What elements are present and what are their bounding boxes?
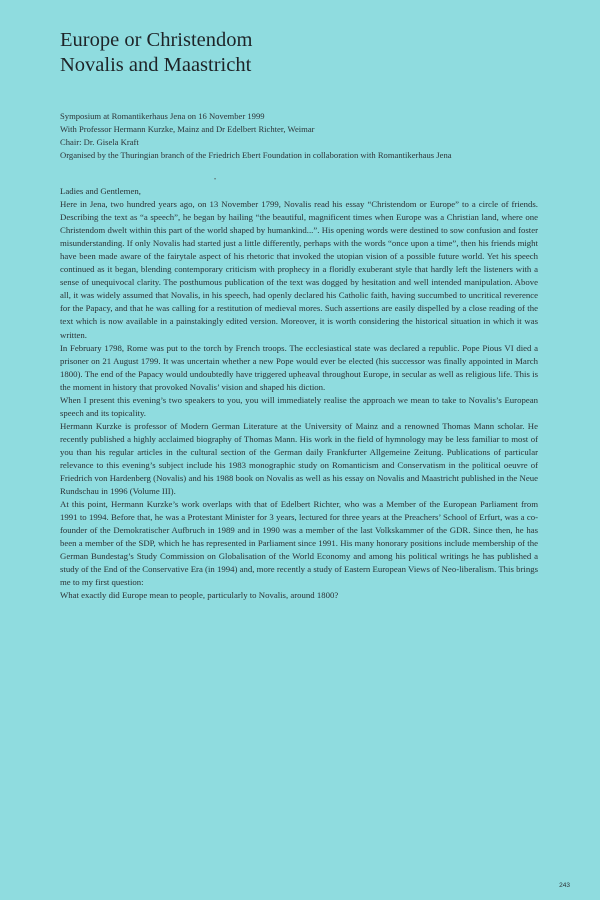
stray-mark: • <box>214 177 217 183</box>
page-title <box>60 28 540 78</box>
title-line-2: Novalis and Maastricht <box>60 54 252 76</box>
event-venue-date: Symposium at Romantikerhaus Jena on 16 November 1999 <box>60 111 265 121</box>
event-organiser: Organised by the Thuringian branch of the Friedrich Ebert Foundation in collaboration with Romantikerhaus Jena <box>60 150 452 160</box>
title-line-1: Europe or Christendom <box>60 29 253 51</box>
page-number: 243 <box>559 882 570 889</box>
paragraph-6: What exactly did Europe mean to people, particularly to Novalis, around 1800? <box>60 590 339 601</box>
paragraph-5: At this point, Hermann Kurzke’s work overlaps with that of Edelbert Richter, who was a Member of the European Parliament from 1991 to 1994. Before that, he was a Protestant Minister for 3 years, lectured for three years at the Preachers’ School of Erfurt, was a co-founder of the Demokratischer Aufbruch in 1989 and in 1990 was a member of the last Volkskammer of the GDR. Since then, he has been a member of the SDP, which he has represented in Parliament since 1991. His many honorary positions include membership of the German Bundestag’s Study Commission on Globalisation of the World Economy and among his political writings he has published a study of the End of the Conservative Era (in 1994) and, more recently a study of Eastern European Views of Neo-liberalism. This brings me to my first question: <box>60 499 538 588</box>
event-info <box>60 110 580 162</box>
paragraph-4: Hermann Kurzke is professor of Modern German Literature at the University of Mainz and a renowned Thomas Mann scholar. He recently published a highly acclaimed biography of Thomas Mann. His work in the field of hymnology may be less familiar to most of you than his regular articles in the cultural section of the German daily Frankfurter Allgemeine Zeitung. Publications of particular relevance to this evening’s subject include his 1983 monographic study on Romanticism and Conservatism in the political oeuvre of Friedrich von Hardenberg (Novalis) and his 1988 book on Novalis as well as his essay on Novalis and Maastricht published in the Neue Rundschau in 1996 (Volume III). <box>60 420 538 497</box>
paragraph-2: In February 1798, Rome was put to the torch by French troops. The ecclesiastical state was declared a republic. Pope Pious VI died a prisoner on 21 August 1799. It was uncertain whether a new Pope would ever be elected (his successor was finally appointed in March 1800). The end of the Papacy would undoubtedly have triggered upheaval throughout Europe, in secular as well as religious life. This is the moment in history that provoked Novalis’ vision and shaped his diction. <box>60 342 538 392</box>
greeting: Ladies and Gentlemen, <box>60 186 141 196</box>
paragraph-1: Here in Jena, two hundred years ago, on 13 November 1799, Novalis read his essay “Christendom or Europe” to a circle of friends. Describing the text as “a speech”, he began by hailing “the beautiful, magnificent times when Europe was a Christian land, where one Christendom dwelt within this part of the world shaped by humankind...”. His opening words were destined to sow confusion and foster misunderstanding. If only Novalis had started just a little differently, perhaps with the words “once upon a time”, then his friends might have been made aware of the fairytale aspect of his rhetoric that invoked the utopian vision of a possible future world. Yet his speech continued as it began, blending contemporary criticism with prophecy in a floridly exuberant style that hardly left the listeners with a sense of unequivocal clarity. The posthumous publication of the text was dogged by hesitation and well intended manipulation. Above all, it was widely assumed that Novalis, in his speech, had openly declared his Catholic faith, having succumbed to uncritical reverence for the Papacy, and that he was calling for a restitution of medieval mores. Such assertions are easily dispelled by a close reading of the text which is now available in a painstakingly edited version. Moreover, it is worth considering the historical situation in which it was written. <box>60 199 538 340</box>
event-chair: Chair: Dr. Gisela Kraft <box>60 137 139 147</box>
article-body <box>60 185 538 603</box>
paragraph-3: When I present this evening’s two speakers to you, you will immediately realise the approach we mean to take to Novalis’s European speech and its topicality. <box>60 394 538 418</box>
event-speakers: With Professor Hermann Kurzke, Mainz and Dr Edelbert Richter, Weimar <box>60 124 315 134</box>
